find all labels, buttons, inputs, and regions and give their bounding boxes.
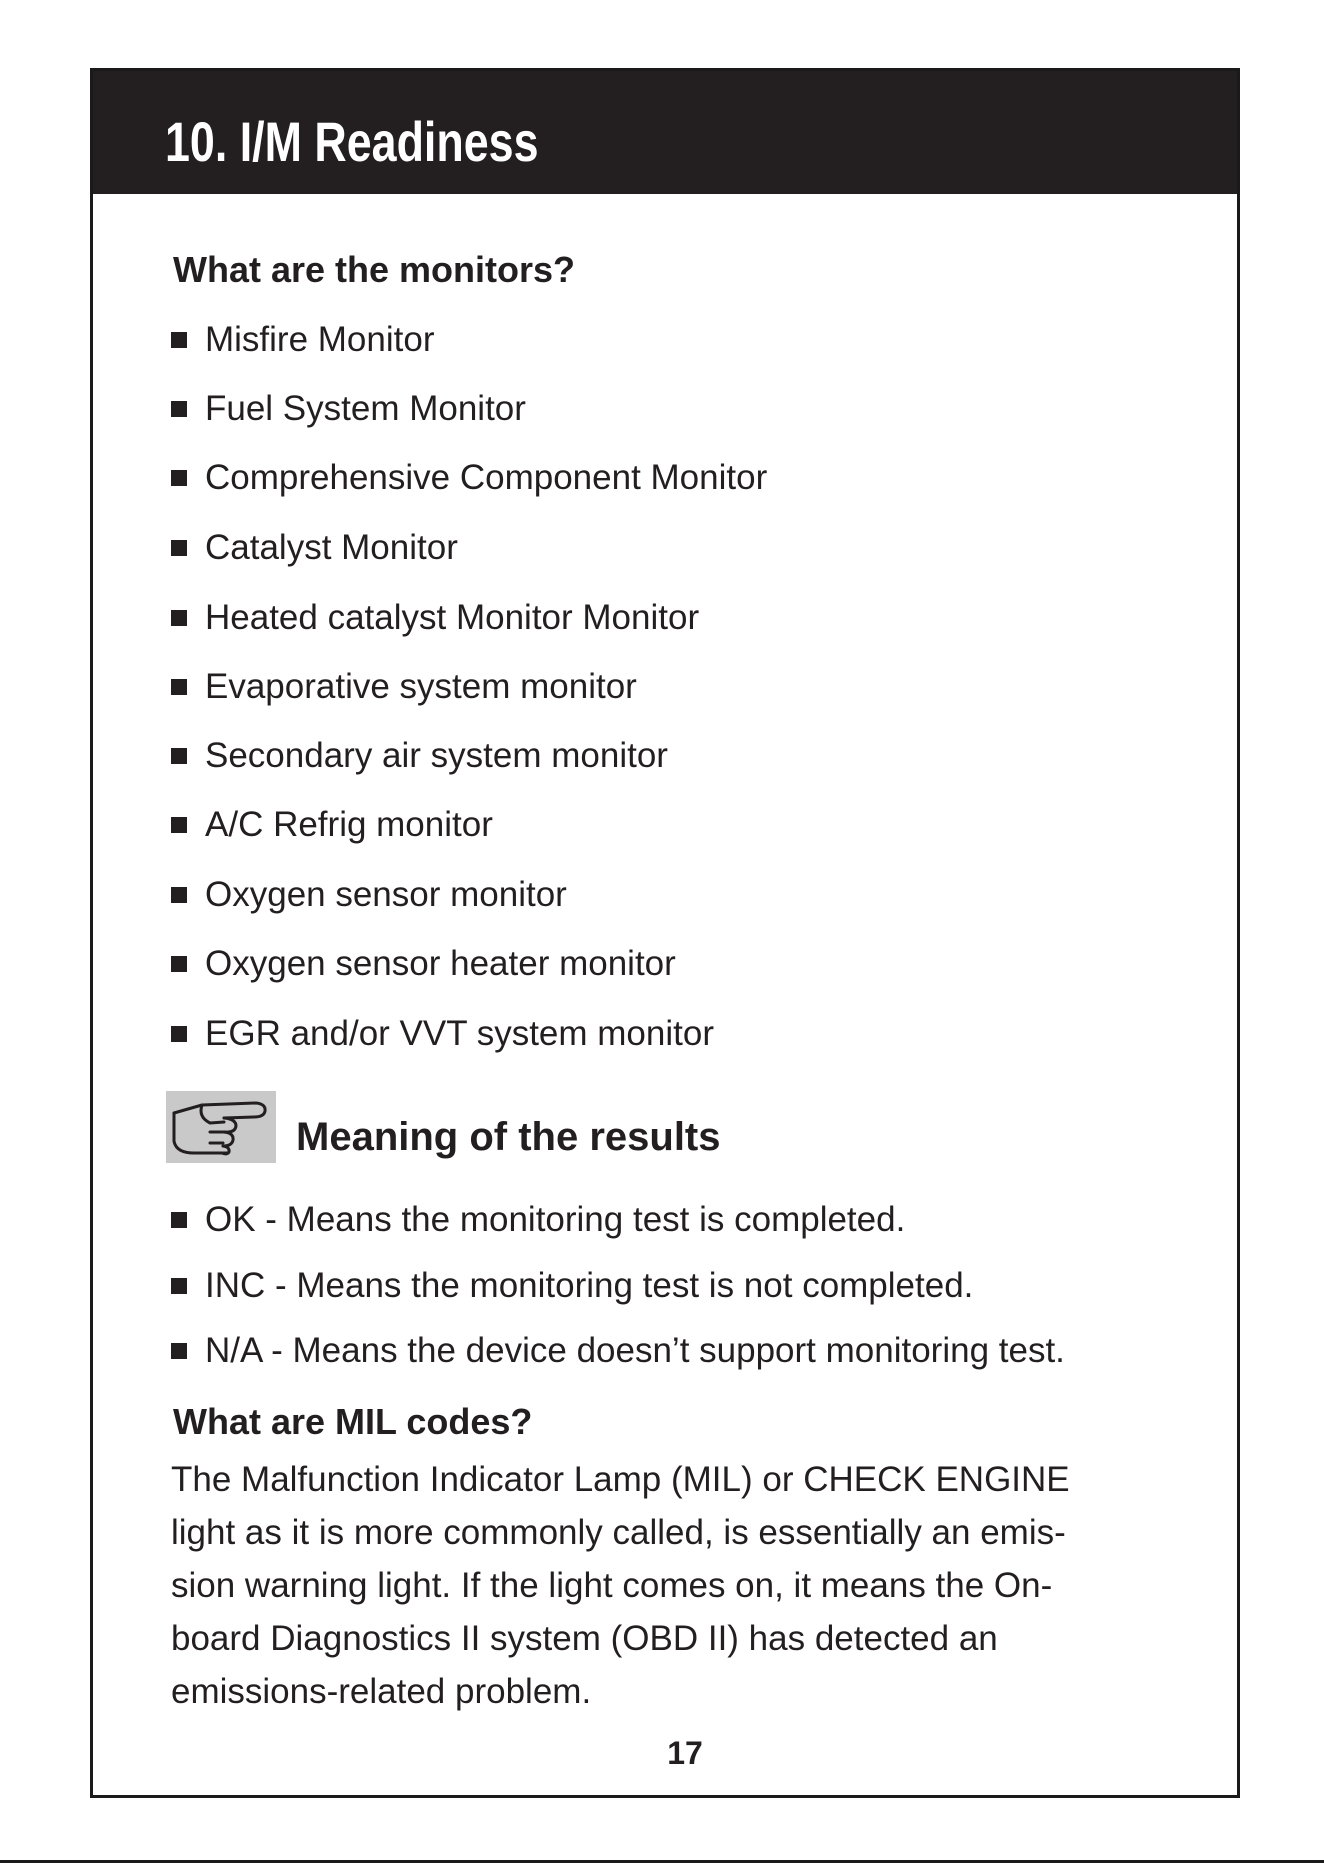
bullet-icon	[171, 1343, 187, 1359]
page-number: 17	[667, 1735, 703, 1771]
results-heading: Meaning of the results	[296, 1115, 721, 1159]
page-frame	[90, 68, 1240, 1798]
monitor-label: Fuel System Monitor	[205, 389, 526, 428]
bullet-icon	[171, 887, 187, 903]
monitors-heading: What are the monitors?	[173, 249, 576, 290]
result-label: N/A - Means the device doesn’t support monitoring test.	[205, 1331, 1065, 1370]
paragraph-line: The Malfunction Indicator Lamp (MIL) or CHECK ENGINE	[171, 1460, 1070, 1499]
bullet-icon	[171, 817, 187, 833]
monitor-list-item	[171, 734, 668, 778]
result-list-item	[171, 1198, 905, 1242]
monitor-label: Comprehensive Component Monitor	[205, 458, 768, 497]
paragraph-line: light as it is more commonly called, is essentially an emis-	[171, 1513, 1066, 1552]
bullet-icon	[171, 332, 187, 348]
bottom-rule	[0, 1860, 1324, 1863]
monitor-list-item	[171, 665, 637, 709]
monitor-label: EGR and/or VVT system monitor	[205, 1014, 714, 1053]
bullet-icon	[171, 610, 187, 626]
bullet-icon	[171, 1278, 187, 1294]
bullet-icon	[171, 748, 187, 764]
monitor-list-item	[171, 1012, 714, 1056]
monitor-label: A/C Refrig monitor	[205, 805, 493, 844]
monitor-list-item	[171, 596, 699, 640]
result-list-item	[171, 1264, 973, 1308]
monitor-list-item	[171, 318, 434, 362]
monitor-list-item	[171, 803, 493, 847]
mil-paragraph	[171, 1453, 1191, 1718]
monitor-label: Oxygen sensor heater monitor	[205, 944, 676, 983]
monitor-label: Oxygen sensor monitor	[205, 875, 567, 914]
page-title: 10. I/M Readiness	[165, 110, 539, 173]
bullet-icon	[171, 540, 187, 556]
monitor-label: Evaporative system monitor	[205, 667, 637, 706]
monitor-label: Secondary air system monitor	[205, 736, 668, 775]
bullet-icon	[171, 679, 187, 695]
result-list-item	[171, 1329, 1065, 1373]
bullet-icon	[171, 470, 187, 486]
monitor-list-item	[171, 942, 676, 986]
result-label: OK - Means the monitoring test is completed.	[205, 1200, 906, 1239]
monitor-list-item	[171, 526, 458, 570]
monitor-label: Catalyst Monitor	[205, 528, 458, 567]
mil-heading: What are MIL codes?	[173, 1401, 533, 1442]
result-label: INC - Means the monitoring test is not completed.	[205, 1266, 974, 1305]
paragraph-line: sion warning light. If the light comes on, it means the On-	[171, 1566, 1053, 1605]
monitor-label: Heated catalyst Monitor Monitor	[205, 598, 700, 637]
header-bar	[93, 71, 1237, 194]
monitor-list-item	[171, 387, 526, 431]
paragraph-line: emissions-related problem.	[171, 1672, 592, 1711]
bullet-icon	[171, 956, 187, 972]
pointing-hand-icon	[166, 1091, 276, 1163]
bullet-icon	[171, 1026, 187, 1042]
bullet-icon	[171, 1212, 187, 1228]
paragraph-line: board Diagnostics II system (OBD II) has detected an	[171, 1619, 998, 1658]
monitor-list-item	[171, 873, 567, 917]
monitor-label: Misfire Monitor	[205, 320, 435, 359]
bullet-icon	[171, 401, 187, 417]
monitor-list-item	[171, 456, 767, 500]
